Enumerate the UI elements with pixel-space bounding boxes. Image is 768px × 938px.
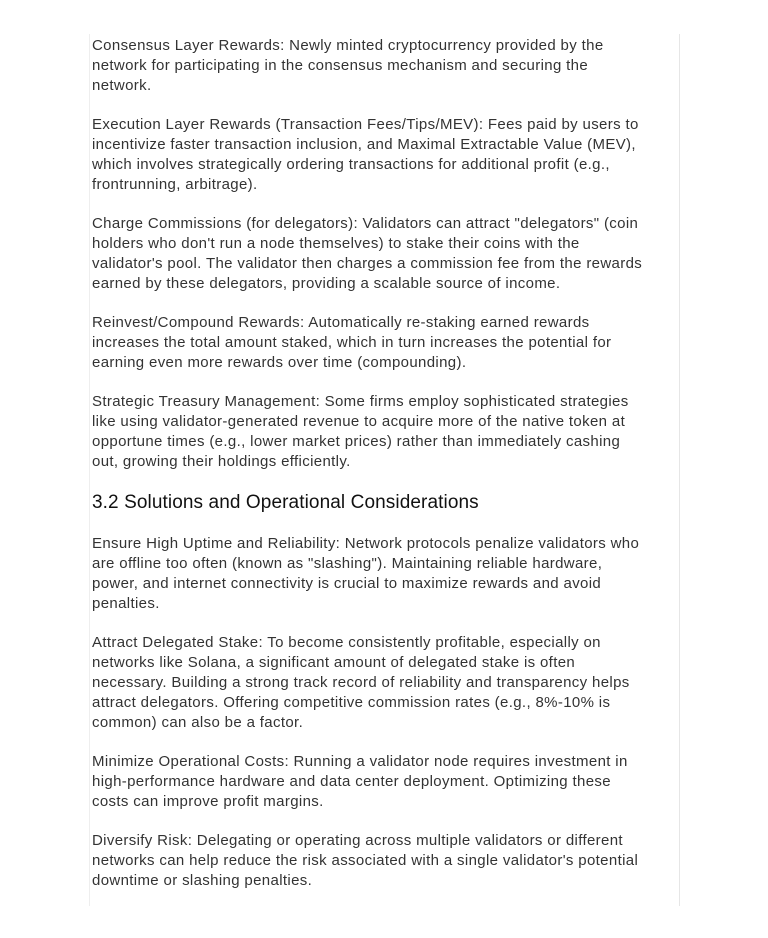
text-line: frontrunning, arbitrage). bbox=[92, 176, 258, 193]
paragraph bbox=[92, 313, 692, 373]
paragraph bbox=[92, 831, 692, 891]
text-line: Minimize Operational Costs: Running a validator node requires investment in bbox=[92, 753, 628, 770]
text-line: penalties. bbox=[92, 595, 160, 612]
text-line: common) can also be a factor. bbox=[92, 714, 304, 731]
text-line: earning even more rewards over time (compounding). bbox=[92, 354, 467, 371]
text-line: downtime or slashing penalties. bbox=[92, 872, 313, 889]
text-line: Strategic Treasury Management: Some firms employ sophisticated strategies bbox=[92, 393, 629, 410]
text-line: Consensus Layer Rewards: Newly minted cryptocurrency provided by the bbox=[92, 37, 604, 54]
paragraph bbox=[92, 115, 692, 195]
text-line: increases the total amount staked, which in turn increases the potential for bbox=[92, 334, 612, 351]
text-line: Attract Delegated Stake: To become consistently profitable, especially on bbox=[92, 634, 601, 651]
text-line: incentivize faster transaction inclusion, and Maximal Extractable Value (MEV), bbox=[92, 136, 636, 153]
text-line: validator's pool. The validator then charges a commission fee from the rewards bbox=[92, 255, 643, 272]
text-line: attract delegators. Offering competitive commission rates (e.g., 8%-10% is bbox=[92, 694, 611, 711]
text-line: Diversify Risk: Delegating or operating across multiple validators or different bbox=[92, 832, 623, 849]
text-line: Execution Layer Rewards (Transaction Fees/Tips/MEV): Fees paid by users to bbox=[92, 116, 639, 133]
text-line: network for participating in the consensus mechanism and securing the bbox=[92, 57, 589, 74]
text-line: like using validator-generated revenue to acquire more of the native token at bbox=[92, 413, 626, 430]
paragraph bbox=[92, 392, 692, 472]
text-line: which involves strategically ordering transactions for additional profit (e.g., bbox=[92, 156, 610, 173]
text-line: networks can help reduce the risk associated with a single validator's potential bbox=[92, 852, 639, 869]
solutions-section bbox=[92, 534, 692, 891]
revenue-sources-section bbox=[92, 36, 692, 472]
text-line: Ensure High Uptime and Reliability: Network protocols penalize validators who bbox=[92, 535, 640, 552]
document-content bbox=[92, 36, 692, 910]
text-line: networks like Solana, a significant amount of delegated stake is often bbox=[92, 654, 576, 671]
paragraph bbox=[92, 633, 692, 733]
text-line: out, growing their holdings efficiently. bbox=[92, 453, 351, 470]
paragraph bbox=[92, 534, 692, 614]
text-line: are offline too often (known as "slashing"). Maintaining reliable hardware, bbox=[92, 555, 603, 572]
text-line: opportune times (e.g., lower market prices) rather than immediately cashing bbox=[92, 433, 621, 450]
text-line: Charge Commissions (for delegators): Validators can attract "delegators" (coin bbox=[92, 215, 639, 232]
text-line: costs can improve profit margins. bbox=[92, 793, 324, 810]
text-line: holders who don't run a node themselves) to stake their coins with the bbox=[92, 235, 580, 252]
section-heading: 3.2 Solutions and Operational Considerations bbox=[92, 492, 479, 513]
paragraph bbox=[92, 752, 692, 812]
paragraph bbox=[92, 36, 692, 96]
paragraph bbox=[92, 214, 692, 294]
text-line: necessary. Building a strong track record of reliability and transparency helps bbox=[92, 674, 630, 691]
text-line: earned by these delegators, providing a scalable source of income. bbox=[92, 275, 561, 292]
text-line: network. bbox=[92, 77, 152, 94]
text-line: Reinvest/Compound Rewards: Automatically re-staking earned rewards bbox=[92, 314, 590, 331]
text-line: power, and internet connectivity is crucial to maximize rewards and avoid bbox=[92, 575, 602, 592]
text-line: high-performance hardware and data center deployment. Optimizing these bbox=[92, 773, 611, 790]
